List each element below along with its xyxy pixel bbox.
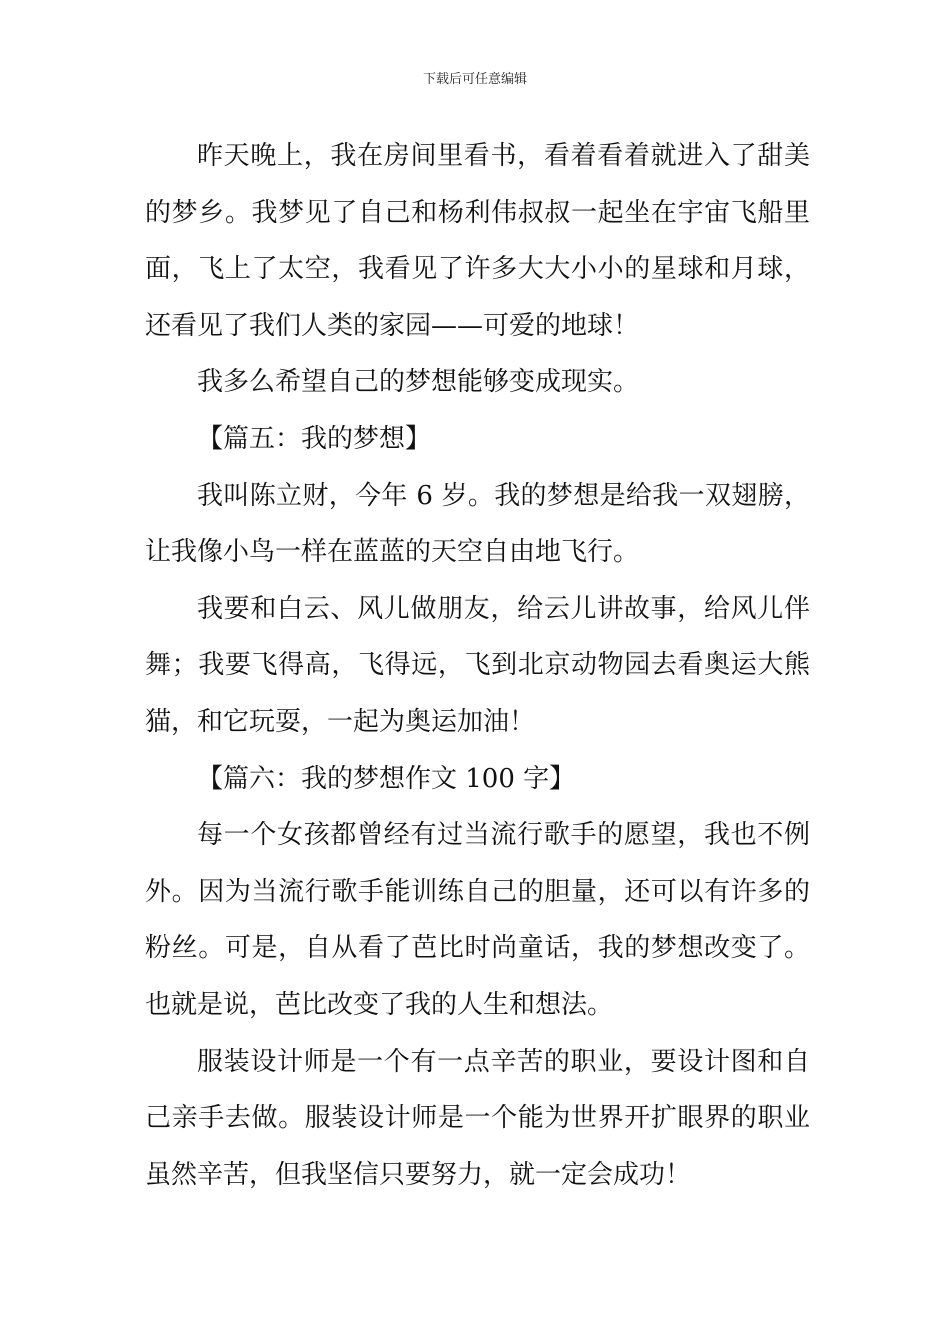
paragraph: 我叫陈立财，今年 6 岁。我的梦想是给我一双翅膀，让我像小鸟一样在蓝蓝的天空自由地飞行。 [145,480,810,568]
paragraph: 服装设计师是一个有一点辛苦的职业，要设计图和自己亲手去做。服装设计师是一个能为世界开扩眼界的职业虽然辛苦，但我坚信只要努力，就一定会成功！ [145,1046,810,1190]
document-body [145,128,810,1203]
page-header: 下载后可任意编辑 [422,72,527,87]
paragraph: 昨天晚上，我在房间里看书，看着看着就进入了甜美的梦乡。我梦见了自己和杨利伟叔叔一起坐在宇宙飞船里面，飞上了太空，我看见了许多大大小小的星球和月球，还看见了我们人类的家园——可爱的地球！ [145,141,810,341]
paragraph: 我要和白云、风儿做朋友，给云儿讲故事，给风儿伴舞；我要飞得高，飞得远，飞到北京动物园去看奥运大熊猫，和它玩耍，一起为奥运加油！ [145,593,810,737]
section-heading: 【篇五：我的梦想】 [197,423,432,454]
paragraph: 每一个女孩都曾经有过当流行歌手的愿望，我也不例外。因为当流行歌手能训练自己的胆量，还可以有许多的粉丝。可是，自从看了芭比时尚童话，我的梦想改变了。也就是说，芭比改变了我的人生和想法。 [145,820,810,1020]
section-heading: 【篇六：我的梦想作文 100 字】 [197,763,576,794]
paragraph: 我多么希望自己的梦想能够变成现实。 [197,367,640,398]
